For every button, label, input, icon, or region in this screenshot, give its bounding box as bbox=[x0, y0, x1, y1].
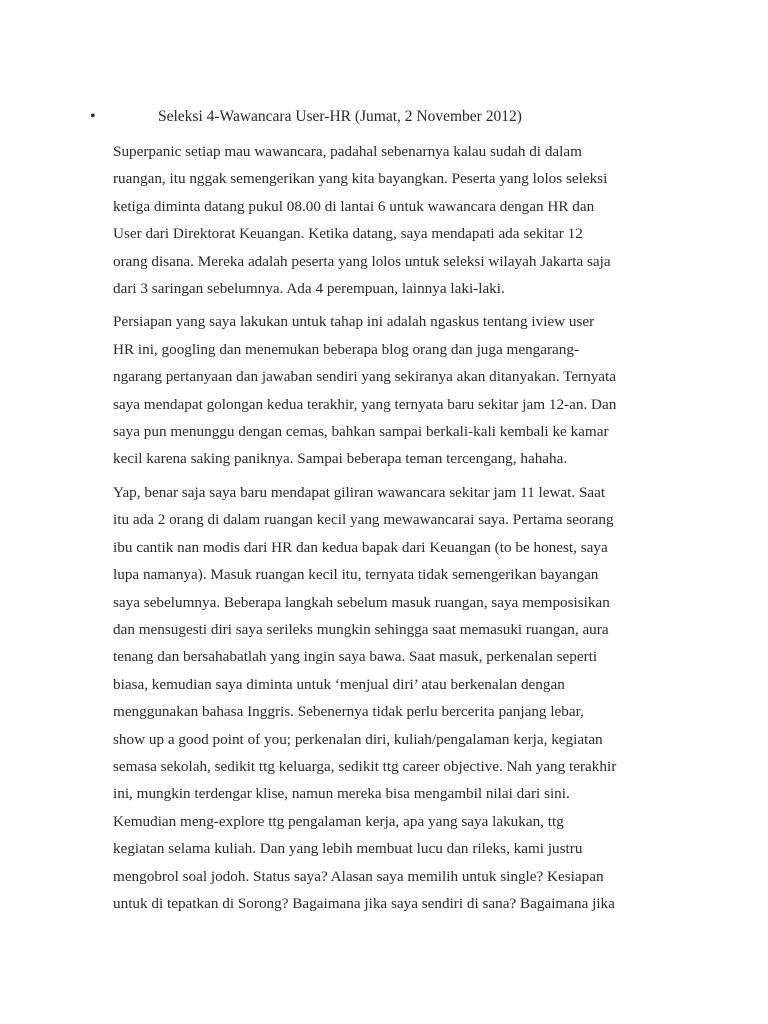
text-line: itu ada 2 orang di dalam ruangan kecil yang mewawancarai saya. Pertama seorang bbox=[113, 511, 614, 529]
bullet-icon: • bbox=[90, 108, 96, 125]
text-line: dari 3 saringan sebelumnya. Ada 4 perempuan, lainnya laki-laki. bbox=[113, 280, 505, 298]
body-text bbox=[113, 138, 661, 923]
paragraph-3 bbox=[113, 479, 661, 918]
section-title: Seleksi 4-Wawancara User-HR (Jumat, 2 November 2012) bbox=[158, 108, 522, 125]
text-line: dan mensugesti diri saya serileks mungkin sehingga saat memasuki ruangan, aura bbox=[113, 620, 609, 638]
text-line: Persiapan yang saya lakukan untuk tahap ini adalah ngaskus tentang iview user bbox=[113, 313, 595, 331]
paragraph-1 bbox=[113, 138, 661, 302]
text-line: orang disana. Mereka adalah peserta yang lolos untuk seleksi wilayah Jakarta saja bbox=[113, 252, 611, 270]
text-line: Yap, benar saja saya baru mendapat giliran wawancara sekitar jam 11 lewat. Saat bbox=[113, 483, 606, 501]
text-line: User dari Direktorat Keuangan. Ketika datang, saya mendapati ada sekitar 12 bbox=[113, 225, 583, 243]
text-line: ngarang pertanyaan dan jawaban sendiri yang sekiranya akan ditanyakan. Ternyata bbox=[113, 368, 617, 386]
text-line: semasa sekolah, sedikit ttg keluarga, sedikit ttg career objective. Nah yang terakhir bbox=[113, 757, 617, 775]
text-line: Kemudian meng-explore ttg pengalaman kerja, apa yang saya lakukan, ttg bbox=[113, 812, 564, 830]
text-line: HR ini, googling dan menemukan beberapa blog orang dan juga mengarang- bbox=[113, 340, 580, 358]
text-line: mengobrol soal jodoh. Status saya? Alasan saya memilih untuk single? Kesiapan bbox=[113, 867, 604, 885]
section-heading bbox=[90, 104, 690, 130]
text-line: ini, mungkin terdengar klise, namun mereka bisa mengambil nilai dari sini. bbox=[113, 785, 570, 803]
text-line: ruangan, itu nggak semengerikan yang kita bayangkan. Peserta yang lolos seleksi bbox=[113, 170, 608, 188]
text-line: tenang dan bersahabatlah yang ingin saya bawa. Saat masuk, perkenalan seperti bbox=[113, 648, 598, 666]
text-line: saya pun menunggu dengan cemas, bahkan sampai berkali-kali kembali ke kamar bbox=[113, 423, 609, 441]
text-line: menggunakan bahasa Inggris. Sebenernya tidak perlu bercerita panjang lebar, bbox=[113, 703, 584, 721]
text-line: kecil karena saking paniknya. Sampai beberapa teman tercengang, hahaha. bbox=[113, 450, 568, 468]
text-line: show up a good point of you; perkenalan diri, kuliah/pengalaman kerja, kegiatan bbox=[113, 730, 603, 748]
text-line: lupa namanya). Masuk ruangan kecil itu, ternyata tidak semengerikan bayangan bbox=[113, 566, 599, 584]
text-line: saya mendapat golongan kedua terakhir, yang ternyata baru sekitar jam 12-an. Dan bbox=[113, 395, 617, 413]
text-line: Superpanic setiap mau wawancara, padahal sebenarnya kalau sudah di dalam bbox=[113, 143, 582, 160]
text-line: untuk di tepatkan di Sorong? Bagaimana jika saya sendiri di sana? Bagaimana jika bbox=[113, 894, 615, 912]
text-line: saya sebelumnya. Beberapa langkah sebelum masuk ruangan, saya memposisikan bbox=[113, 593, 610, 611]
text-line: ketiga diminta datang pukul 08.00 di lantai 6 untuk wawancara dengan HR dan bbox=[113, 197, 595, 215]
text-line: ibu cantik nan modis dari HR dan kedua bapak dari Keuangan (to be honest, saya bbox=[113, 538, 608, 556]
text-line: kegiatan selama kuliah. Dan yang lebih membuat lucu dan rileks, kami justru bbox=[113, 840, 583, 858]
paragraph-2 bbox=[113, 308, 661, 472]
text-line: biasa, kemudian saya diminta untuk ‘menjual diri’ atau berkenalan dengan bbox=[113, 675, 565, 693]
